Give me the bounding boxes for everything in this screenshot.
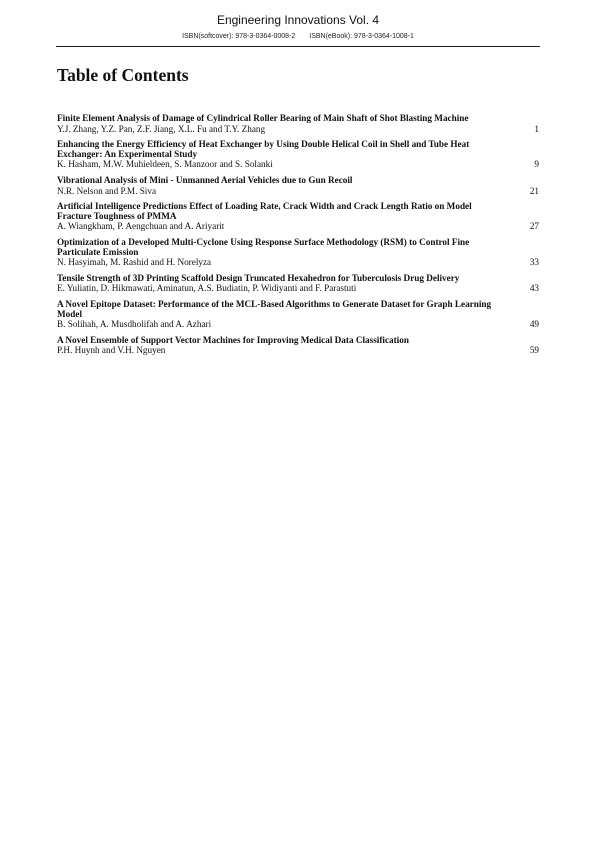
- toc-entry[interactable]: [57, 202, 539, 232]
- entry-meta: [57, 346, 539, 356]
- entry-title: Optimization of a Developed Multi-Cyclone Using Response Surface Methodology (RSM) to Control Fine Particulate Emission: [57, 236, 470, 257]
- entry-page-number: 43: [529, 283, 539, 294]
- entry-authors: N.R. Nelson and P.M. Siva: [57, 186, 157, 196]
- entry-title: Tensile Strength of 3D Printing Scaffold Design Truncated Hexahedron for Tuberculosis Drug Delivery: [57, 272, 460, 283]
- entry-meta: [57, 222, 539, 232]
- toc-entry[interactable]: [57, 336, 539, 356]
- entry-authors: K. Hasham, M.W. Muhieldeen, S. Manzoor and S. Solanki: [57, 160, 273, 170]
- entry-authors: P.H. Huynh and V.H. Nguyen: [57, 346, 166, 356]
- entry-page-number: 9: [534, 159, 539, 170]
- toc-entry[interactable]: [57, 300, 539, 330]
- toc-entry[interactable]: [57, 176, 539, 196]
- entry-meta: [57, 320, 539, 330]
- entry-page-number: 33: [529, 257, 539, 268]
- toc-entry[interactable]: [57, 140, 539, 170]
- running-header: [56, 12, 540, 42]
- toc-list: [57, 114, 539, 362]
- isbn-line: [56, 32, 540, 42]
- page-title: Table of Contents: [57, 65, 189, 85]
- isbn-softcover: ISBN(softcover): 978-3-0364-0008-2: [182, 33, 296, 40]
- journal-title: Engineering Innovations Vol. 4: [216, 13, 380, 27]
- entry-authors: N. Hasyimah, M. Rashid and H. Norelyza: [57, 258, 212, 268]
- entry-meta: [57, 125, 539, 135]
- entry-meta: [57, 284, 539, 294]
- entry-page-number: 49: [529, 319, 539, 330]
- entry-title: Finite Element Analysis of Damage of Cylindrical Roller Bearing of Main Shaft of Shot Blasting Machine: [57, 113, 469, 123]
- entry-authors: B. Solihah, A. Musdholifah and A. Azhari: [57, 320, 212, 330]
- entry-title: Artificial Intelligence Predictions Effect of Loading Rate, Crack Width and Crack Length Ratio on Model Fracture Toughness of PMMA: [57, 201, 472, 221]
- toc-entry[interactable]: [57, 274, 539, 294]
- toc-entry[interactable]: [57, 238, 539, 268]
- entry-page-number: 27: [529, 221, 539, 232]
- entry-title: Vibrational Analysis of Mini - Unmanned Aerial Vehicles due to Gun Recoil: [57, 174, 353, 185]
- entry-meta: [57, 258, 539, 268]
- header-divider: [56, 46, 540, 47]
- entry-authors: E. Yuliatin, D. Hikmawati, Aminatun, A.S. Budiatin, P. Widiyanti and F. Parastuti: [57, 284, 357, 294]
- entry-title: A Novel Epitope Dataset: Performance of the MCL-Based Algorithms to Generate Dataset for Graph Learning Model: [57, 298, 492, 319]
- entry-meta: [57, 160, 539, 170]
- isbn-ebook: ISBN(eBook): 978-3-0364-1008-1: [309, 33, 414, 40]
- entry-page-number: 21: [529, 185, 539, 196]
- toc-entry[interactable]: [57, 114, 539, 134]
- entry-page-number: 59: [529, 345, 539, 356]
- entry-authors: Y.J. Zhang, Y.Z. Pan, Z.F. Jiang, X.L. Fu and T.Y. Zhang: [57, 124, 266, 134]
- entry-title: A Novel Ensemble of Support Vector Machines for Improving Medical Data Classification: [57, 334, 409, 345]
- entry-title: Enhancing the Energy Efficiency of Heat Exchanger by Using Double Helical Coil in Shell and Tube Heat Exchanger: An Experimental Study: [57, 139, 470, 159]
- entry-page-number: 1: [534, 123, 539, 134]
- entry-meta: [57, 187, 539, 197]
- entry-authors: A. Wiangkham, P. Aengchuan and A. Ariyarit: [57, 222, 225, 232]
